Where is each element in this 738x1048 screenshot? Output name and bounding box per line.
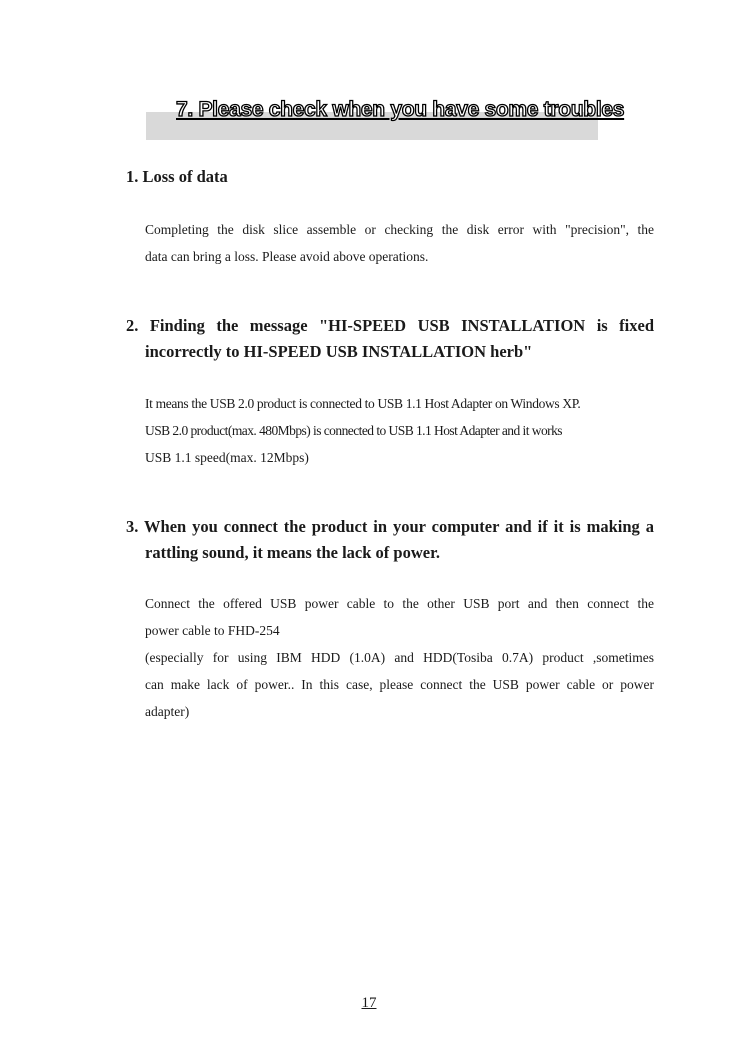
page-title	[176, 98, 624, 122]
section-heading: 1. Loss of data	[126, 167, 228, 186]
page-number: 17	[361, 995, 377, 1011]
page-title-text: 7. Please check when you have some troubles	[176, 98, 625, 121]
section-loss-of-data	[126, 164, 654, 270]
heading-line: incorrectly to HI-SPEED USB INSTALLATION herb"	[145, 342, 533, 361]
section-body	[126, 590, 654, 725]
body-line: It means the USB 2.0 product is connected to USB 1.1 Host Adapter on Windows XP.	[145, 396, 581, 411]
body-line: (especially for using IBM HDD (1.0A) and HDD(Tosiba 0.7A) product ,sometimes	[145, 650, 654, 665]
section-body	[126, 216, 654, 270]
body-line: USB 1.1 speed(max. 12Mbps)	[145, 450, 309, 465]
section-hi-speed-message	[126, 313, 654, 471]
heading-line: rattling sound, it means the lack of power.	[145, 543, 441, 562]
body-line: data can bring a loss. Please avoid above operations.	[145, 249, 429, 264]
section-lack-of-power	[126, 514, 654, 725]
section-heading	[126, 313, 654, 365]
body-line: power cable to FHD-254	[145, 623, 280, 638]
section-heading	[126, 514, 654, 566]
body-line: Connect the offered USB power cable to the other USB port and then connect the	[145, 596, 654, 611]
body-line: can make lack of power.. In this case, please connect the USB power cable or power	[145, 677, 654, 692]
heading-line: 2. Finding the message "HI-SPEED USB INSTALLATION is fixed	[126, 316, 654, 335]
body-line: adapter)	[145, 704, 190, 719]
body-line: Completing the disk slice assemble or checking the disk error with "precision", the	[145, 222, 654, 237]
body-line: USB 2.0 product(max. 480Mbps) is connected to USB 1.1 Host Adapter and it works	[145, 423, 563, 438]
heading-line: 3. When you connect the product in your computer and if it is making a	[126, 517, 654, 536]
section-body	[126, 390, 654, 471]
